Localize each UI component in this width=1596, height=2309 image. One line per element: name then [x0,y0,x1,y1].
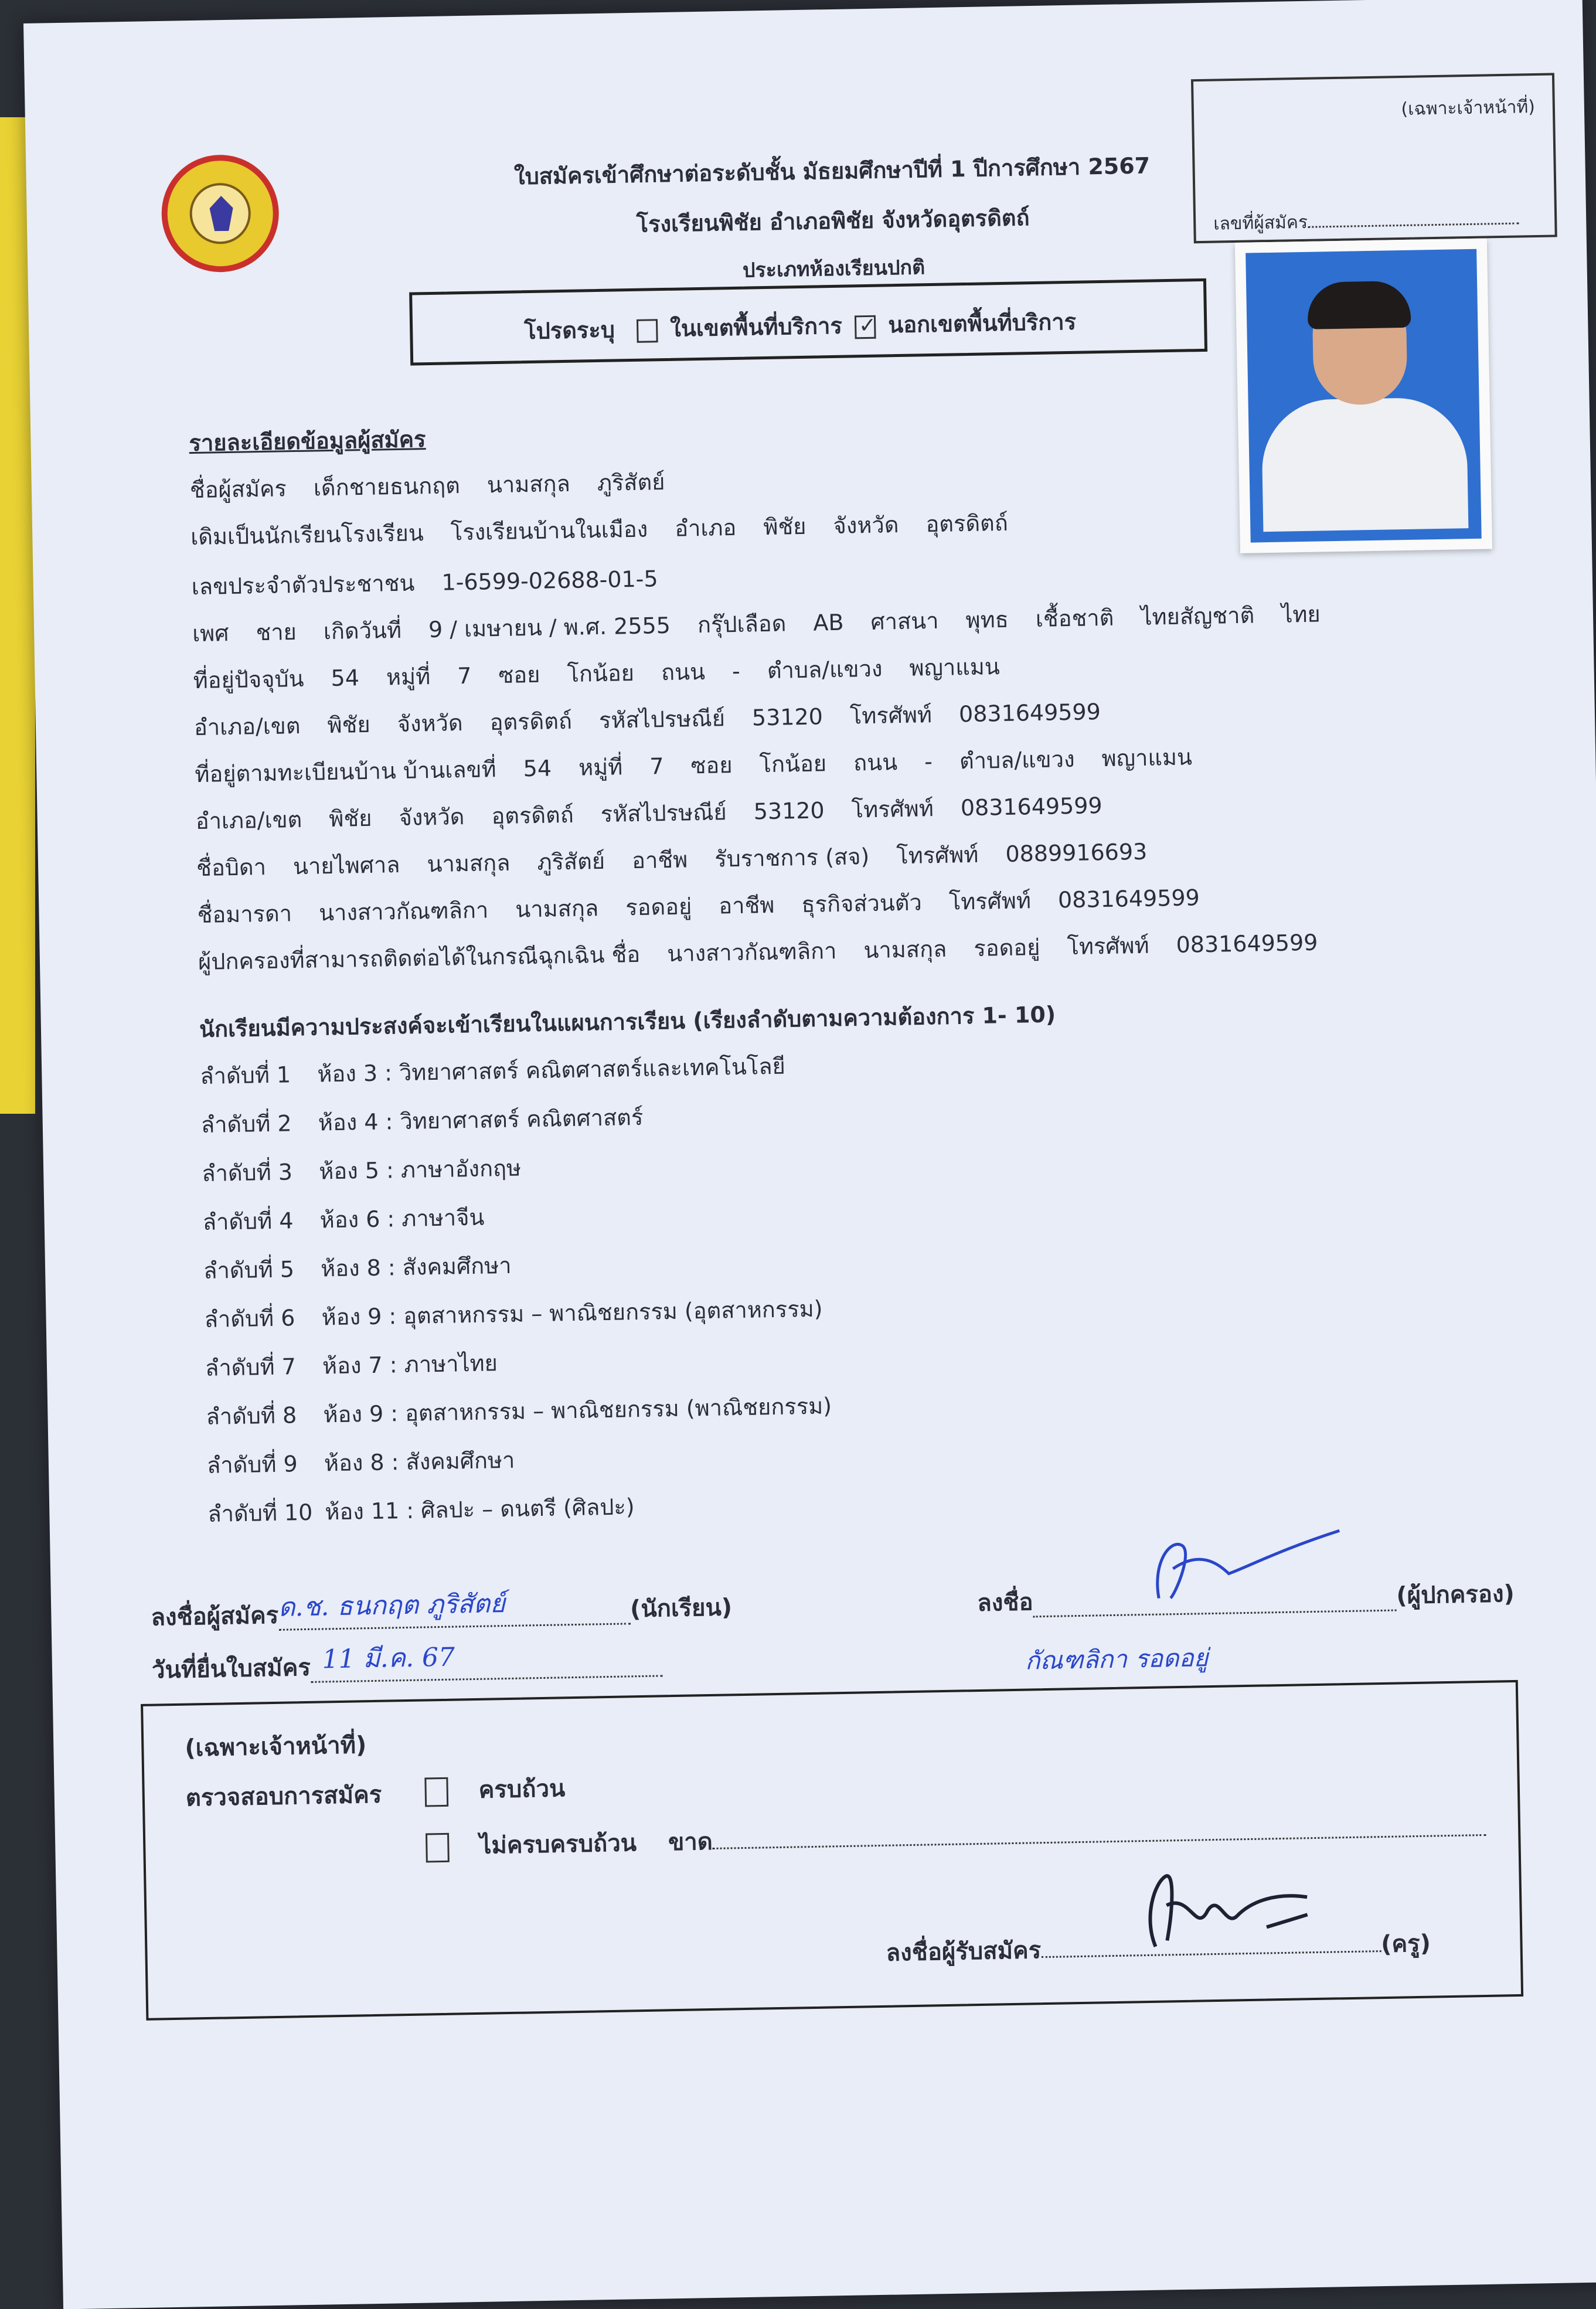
applicant-signature-field[interactable] [278,1589,631,1630]
plan-item [207,1485,834,1545]
mother-row [197,879,1220,933]
sex-value: ชาย [256,619,297,646]
plan-room: ห้อง 4 : วิทยาศาสตร์ คณิตศาสตร์ [318,1104,644,1136]
father-value: นายไพศาล [292,852,400,880]
date-label: วันที่ยื่นใบสมัคร [151,1654,311,1684]
choose-label: โปรดระบุ [523,317,615,345]
date-row [151,1642,662,1688]
service-area-row [524,304,1077,349]
soi-label: ซอย [498,661,540,689]
school-row [190,504,1028,555]
plan-room: ห้อง 5 : ภาษาอังกฤษ [318,1155,522,1185]
logo-seal [189,182,251,244]
id-row [191,560,678,604]
plan-room: ห้อง 9 : อุตสาหกรรม – พาณิชยกรรม (อุตสาหกรรม) [321,1295,823,1331]
complete-label: ครบถ้วน [478,1775,566,1804]
reg-prov-label: จังหวัด [399,804,465,831]
registered-address-row-2 [195,787,1122,839]
plan-room: ห้อง 6 : ภาษาจีน [319,1204,485,1233]
id-label: เลขประจำตัวประชาชน [191,570,415,600]
plan-rank: ลำดับที่ 5 [203,1256,295,1284]
reg-prov-value: อุตรดิตถ์ [491,801,574,829]
photo-uniform [1261,397,1469,532]
date-handwriting: 11 มี.ค. 67 [322,1642,455,1675]
surname-label: นามสกุล [486,470,571,498]
plan-rank: ลำดับที่ 10 [207,1499,313,1527]
mother-surname-label: นามสกุล [515,895,599,923]
receiver-suffix: (ครู) [1380,1930,1431,1958]
road-label: ถนน [661,658,706,686]
plan-list [200,1047,834,1545]
out-area-checkbox[interactable] [855,315,876,339]
dob-label: เกิดวันที่ [323,617,402,645]
applicant-photo [1235,238,1492,553]
zip-value: 53120 [751,703,823,731]
reg-tambon-label: ตำบล/แขวง [959,746,1075,774]
name-row [189,463,685,508]
race-value: ไทยสัญชาติ [1141,602,1255,630]
staff-heading: (เฉพาะเจ้าหน้าที่) [184,1732,367,1762]
plan-rank: ลำดับที่ 8 [206,1402,297,1430]
guardian-suffix: (ผู้ปกครอง) [1396,1580,1515,1610]
plan-rank: ลำดับที่ 9 [206,1451,298,1478]
father-label: ชื่อบิดา [196,853,267,882]
zip-label: รหัสไปรษณีย์ [598,705,726,734]
plan-rank: ลำดับที่ 3 [201,1159,293,1186]
district-label: อำเภอ [674,514,737,542]
reg-soi-label: ซอย [690,752,733,779]
office-use-box [1191,73,1557,243]
school-logo [161,154,280,273]
plan-rank: ลำดับที่ 4 [202,1208,294,1235]
moo-label: หมู่ที่ [386,664,431,691]
dob-value: 9 / เมษายน / พ.ศ. 2555 [428,612,671,643]
complete-checkbox[interactable] [424,1777,448,1807]
mother-value: นางสาวกัณฑลิกา [318,897,489,926]
details-heading: รายละเอียดข้อมูลผู้สมัคร [189,426,426,457]
date-field[interactable] [311,1642,663,1682]
missing-field[interactable] [713,1834,1486,1849]
sex-label: เพศ [192,620,229,647]
father-tel: 0889916693 [1005,838,1148,867]
reg-tambon-value: พญาแมน [1101,744,1193,772]
plan-rank: ลำดับที่ 7 [205,1354,297,1381]
guardian-tel-label: โทรศัพท์ [1067,932,1149,960]
staff-use-box [141,1680,1523,2021]
class-type: ประเภทห้องเรียนปกติ [742,256,925,283]
mother-tel-label: โทรศัพท์ [948,887,1032,915]
father-row [196,833,1168,886]
blood-label: กรุ๊ปเลือด [697,610,787,638]
check-label: ตรวจสอบการสมัคร [185,1781,382,1812]
applicant-signature-row [151,1588,733,1635]
reg-soi-value: โกน้อย [759,750,827,778]
reg-tel-label: โทรศัพท์ [851,795,934,823]
guardian-tel: 0831649599 [1176,929,1318,958]
reg-zip-label: รหัสไปรษณีย์ [600,799,727,828]
father-surname-label: นามสกุล [427,849,511,878]
tambon-value: พญาแมน [909,654,1001,681]
tel-label: โทรศัพท์ [849,702,933,729]
father-job-label: อาชีพ [631,846,688,874]
name-label: ชื่อผู้สมัคร [189,475,287,504]
plan-room: ห้อง 8 : สังคมศึกษา [324,1447,515,1477]
reg-amphoe-value: พิชัย [328,805,372,832]
prov-value: อุตรดิตถ์ [489,708,573,736]
tel-value: 0831649599 [958,699,1101,727]
blood-value: AB [812,609,844,636]
plan-rank: ลำดับที่ 6 [204,1305,295,1332]
registered-address-row [195,739,1213,792]
reg-tel-value: 0831649599 [960,793,1102,821]
guardian-row [198,924,1338,980]
reg-road-value: - [924,749,933,775]
plan-room: ห้อง 3 : วิทยาศาสตร์ คณิตศาสตร์และเทคโนโลยี [317,1053,786,1087]
out-area-label: นอกเขตพื้นที่บริการ [887,308,1077,338]
reg-amphoe-label: อำเภอ/เขต [195,806,302,835]
father-surname: ภูริสัตย์ [537,848,605,875]
address-row [193,648,1020,699]
checkmark-icon: ✓ [858,313,877,338]
plan-room: ห้อง 8 : สังคมศึกษา [320,1252,512,1282]
applicant-number-text: เลขที่ผู้สมัคร [1213,212,1308,234]
school-label: เดิมเป็นนักเรียนโรงเรียน [190,520,424,550]
province-label: จังหวัด [833,512,899,539]
guardian-sign-label: ลงชื่อ [976,1589,1033,1617]
incomplete-checkbox[interactable] [426,1833,450,1863]
address-row-2 [193,693,1121,746]
mother-job: ธุรกิจส่วนตัว [801,889,923,918]
nationality-value: ไทย [1281,601,1321,628]
service-area-box [409,278,1207,366]
address-label: ที่อยู่ปัจจุบัน [193,665,304,694]
applicant-number-label [1213,205,1519,238]
plan-room: ห้อง 9 : อุตสาหกรรม – พาณิชยกรรม (พาณิชยกรรม) [323,1393,832,1428]
personal-row [192,596,1341,651]
guardian-handwritten-name: กัณฑลิกา รอดอยู่ [1025,1643,1209,1675]
surname-value: ภูริสัตย์ [597,469,665,497]
missing-label: ขาด [668,1828,713,1856]
reg-moo-label: หมู่ที่ [578,754,623,781]
incomplete-row [421,1809,1486,1865]
reg-no: 54 [523,755,552,782]
guardian-signature-mark [1146,1525,1358,1610]
applicant-sign-label: ลงชื่อผู้สมัคร [151,1601,279,1631]
school-title: โรงเรียนพิชัย อำเภอพิชัย จังหวัดอุตรดิตถ์ [636,205,1030,237]
reg-moo-value: 7 [649,753,664,780]
amphoe-label: อำเภอ/เขต [193,712,301,741]
religion-value: พุทธ [965,606,1009,634]
religion-label: ศาสนา [870,607,939,635]
id-value: 1-6599-02688-01-5 [441,566,658,596]
moo-value: 7 [457,662,472,689]
mother-surname: รอดอยู่ [625,893,692,921]
district-value: พิชัย [763,513,806,540]
guardian-surname-label: นามสกุล [863,936,947,964]
in-area-label: ในเขตพื้นที่บริการ [669,312,843,342]
tambon-label: ตำบล/แขวง [767,655,883,684]
logo-emblem-icon [209,196,233,232]
name-value: เด็กชายธนกฤต [313,472,461,501]
soi-value: โกน้อย [567,659,635,687]
receiver-label: ลงชื่อผู้รับสมัคร [886,1937,1042,1967]
guardian-surname: รอดอยู่ [974,934,1040,961]
in-area-checkbox[interactable] [637,319,658,343]
plan-rank: ลำดับที่ 1 [200,1062,291,1090]
plan-room: ห้อง 7 : ภาษาไทย [322,1350,498,1379]
form-title: ใบสมัครเข้าศึกษาต่อระดับชั้น มัธยมศึกษาปีที่ 1 ปีการศึกษา 2567 [513,152,1151,190]
guardian-label: ผู้ปกครองที่สามารถติดต่อได้ในกรณีฉุกเฉิน ชื่อ [198,941,641,975]
student-suffix: (นักเรียน) [629,1594,733,1623]
race-label: เชื้อชาติ [1035,604,1114,632]
father-job: รับราชการ (สจ) [714,844,870,872]
plan-room: ห้อง 11 : ศิลปะ – ดนตรี (ศิลปะ) [325,1494,635,1525]
incomplete-label: ไม่ครบครบถ้วน [479,1829,637,1859]
applicant-handwriting: ด.ช. ธนกฤต ภูริสัตย์ [278,1589,506,1623]
road-value: - [731,658,741,685]
amphoe-value: พิชัย [327,711,371,739]
father-tel-label: โทรศัพท์ [896,841,979,869]
office-note: (เฉพาะเจ้าหน้าที่) [1401,97,1536,120]
plan-heading: นักเรียนมีความประสงค์จะเข้าเรียนในแผนการเรียน (เรียงลำดับตามความต้องการ 1- 10) [199,1001,1056,1043]
complete-row [420,1769,566,1809]
plan-rank: ลำดับที่ 2 [200,1110,292,1138]
house-no: 54 [331,665,360,692]
province-value: อุตรดิตถ์ [925,509,1009,538]
reg-road-label: ถนน [853,749,898,776]
guardian-value: นางสาวกัณฑลิกา [666,938,837,967]
mother-label: ชื่อมารดา [197,900,292,929]
applicant-number-field[interactable] [1308,223,1519,228]
receiver-signature-mark [1131,1856,1320,1959]
application-form-paper [23,0,1596,2309]
prov-label: จังหวัด [397,710,463,737]
reg-zip-value: 53120 [753,797,825,825]
reg-label: ที่อยู่ตามทะเบียนบ้าน บ้านเลขที่ [195,756,496,788]
mother-job-label: อาชีพ [718,892,775,919]
school-value: โรงเรียนบ้านในเมือง [450,516,648,546]
mother-tel: 0831649599 [1057,885,1200,913]
